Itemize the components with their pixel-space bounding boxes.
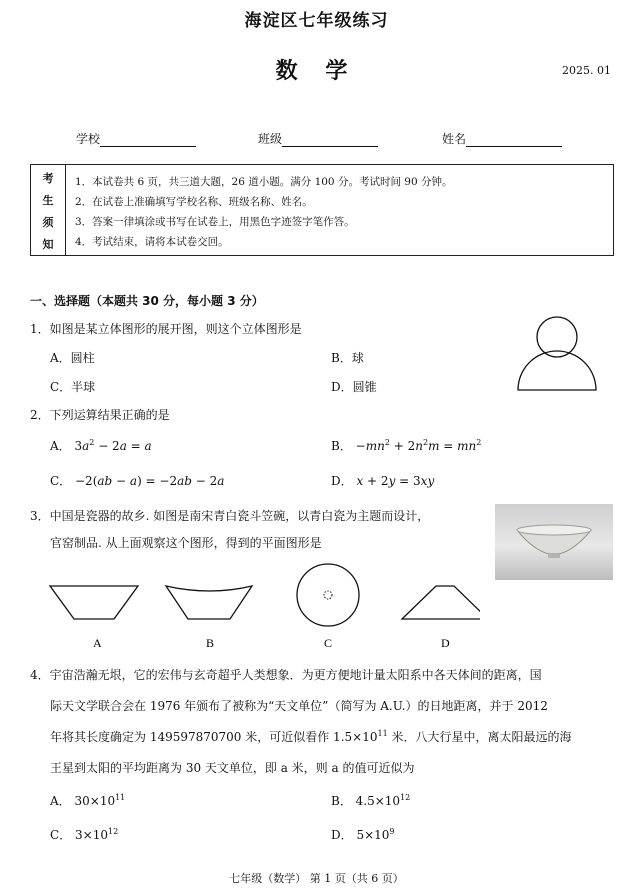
- q1-option-d[interactable]: D．圆锥: [331, 380, 377, 394]
- notice-char: 须: [42, 216, 54, 229]
- q1-option-c[interactable]: C．半球: [50, 380, 96, 394]
- q4-option-c-exp: 12: [107, 827, 119, 836]
- q4-option-c-label: C．: [50, 828, 72, 842]
- shape-a-trapezoid[interactable]: [50, 586, 138, 619]
- question-4-line1: 4．宇宙浩瀚无垠，它的宏伟与玄奇超乎人类想象．为更方便地计量太阳系中各天体间的距离，国: [30, 668, 542, 682]
- q2-option-d-label: D．: [331, 474, 353, 488]
- bowl-rim: [517, 525, 591, 535]
- class-label: 班级: [258, 132, 283, 146]
- question-3-stem-line1: 3．中国是瓷器的故乡. 如图是南宋青白瓷斗笠碗，以青白瓷为主题而设计，: [30, 509, 430, 523]
- page-title: 海淀区七年级练习: [244, 11, 389, 31]
- name-field[interactable]: [442, 130, 562, 147]
- shape-c-inner-circle: [324, 591, 332, 599]
- school-blank[interactable]: [100, 132, 196, 147]
- q4-line3-part2: 米．八大行星中，离太阳最远的海: [387, 730, 572, 744]
- shape-d-label: D: [441, 636, 450, 650]
- notice-char: 考: [42, 172, 54, 185]
- class-field[interactable]: [258, 130, 378, 147]
- q4-option-d-label: D．: [331, 828, 353, 842]
- question-1-stem: 1．如图是某立体图形的展开图，则这个立体图形是: [30, 322, 302, 336]
- q4-option-d-exp: 9: [389, 827, 395, 836]
- q1-option-a[interactable]: A．圆柱: [50, 351, 95, 365]
- subject-title: 数 学: [275, 59, 358, 84]
- q2-option-c[interactable]: C． −2(ab − a) = −2ab − 2a: [50, 474, 225, 488]
- school-field[interactable]: [76, 130, 196, 147]
- q2-option-b-label: B．: [331, 439, 352, 453]
- question-2-stem: 2．下列运算结果正确的是: [30, 408, 170, 422]
- q1-net-figure: [510, 312, 610, 394]
- q2-option-c-label: C．: [50, 474, 72, 488]
- question-4-line3: [50, 728, 572, 745]
- page-footer: 七年级（数学） 第 1 页（共 6 页）: [229, 872, 404, 885]
- notice-item: 3．答案一律填涂或书写在试卷上，用黑色字迹签字笔作答。: [75, 216, 355, 228]
- shape-b-label: B: [206, 636, 215, 650]
- q4-option-c-base: 3×10: [75, 828, 108, 842]
- q2-option-b[interactable]: B． $-mn^2 + 2n^2m = mn^2$: [331, 438, 482, 453]
- shape-c-outer-circle[interactable]: [297, 564, 359, 626]
- shape-c-label: C: [324, 636, 333, 650]
- notice-item: 1．本试卷共 6 页，共三道大题，26 道小题。满分 100 分。考试时间 90 分钟。: [75, 176, 453, 188]
- q4-line3-part1: 年将其长度确定为 149597870700 米，可近似看作 1.5×10: [50, 730, 378, 744]
- q4-option-a-exp: 11: [115, 793, 126, 802]
- shape-d-trapezoid[interactable]: [402, 586, 480, 619]
- exam-notice-box: [30, 164, 614, 256]
- shape-a-label: A: [93, 636, 102, 650]
- notice-side-label: [31, 165, 66, 255]
- notice-item: 2．在试卷上准确填写学校名称、班级名称、姓名。: [75, 196, 313, 208]
- q4-option-a[interactable]: [50, 792, 125, 809]
- exam-date: 2025. 01: [562, 64, 611, 77]
- q2-option-a[interactable]: A． $3a^2 - 2a = a$: [50, 438, 152, 453]
- q4-option-b[interactable]: [331, 792, 410, 809]
- q4-option-b-base: 4.5×10: [355, 794, 401, 808]
- name-label: 姓名: [442, 132, 467, 146]
- q1-option-b[interactable]: B．球: [331, 351, 364, 365]
- question-4-line4: 王星到太阳的平均距离为 30 天文单位，即 a 米，则 a 的值可近似为: [50, 761, 415, 775]
- q4-option-b-label: B．: [331, 794, 352, 808]
- q4-line3-exponent: 11: [377, 729, 388, 738]
- q4-option-a-base: 30×10: [74, 794, 116, 808]
- q4-option-b-exp: 12: [400, 793, 411, 802]
- q4-option-d-base: 5×10: [356, 828, 390, 842]
- class-blank[interactable]: [282, 132, 378, 147]
- question-3-stem-line2: 官窑制品. 从上面观察这个图形，得到的平面图形是: [50, 536, 322, 550]
- section-heading: 一、选择题（本题共 30 分，每小题 3 分）: [30, 294, 264, 308]
- school-label: 学校: [76, 132, 101, 146]
- question-4-line2: 际天文学联合会在 1976 年颁布了被称为“天文单位”（简写为 A.U.）的日地距离，并于 2012: [50, 699, 548, 713]
- notice-char: 知: [42, 238, 54, 251]
- q4-option-c[interactable]: [50, 826, 118, 843]
- q2-option-a-label: A．: [50, 439, 71, 453]
- shape-b-curved-trapezoid[interactable]: [166, 586, 252, 619]
- q4-option-d[interactable]: [331, 826, 395, 843]
- q4-option-a-label: A．: [50, 794, 71, 808]
- notice-item: 4．考试结束，请将本试卷交回。: [75, 236, 229, 248]
- bowl-photo: [495, 504, 613, 580]
- bowl-foot: [548, 554, 560, 558]
- q3-shape-options: [40, 562, 480, 652]
- notice-char: 生: [42, 194, 54, 207]
- bowl-photo-drawing: [495, 504, 613, 580]
- q2-option-d[interactable]: D． x + 2y = 3xy: [331, 474, 435, 488]
- name-blank[interactable]: [466, 132, 562, 147]
